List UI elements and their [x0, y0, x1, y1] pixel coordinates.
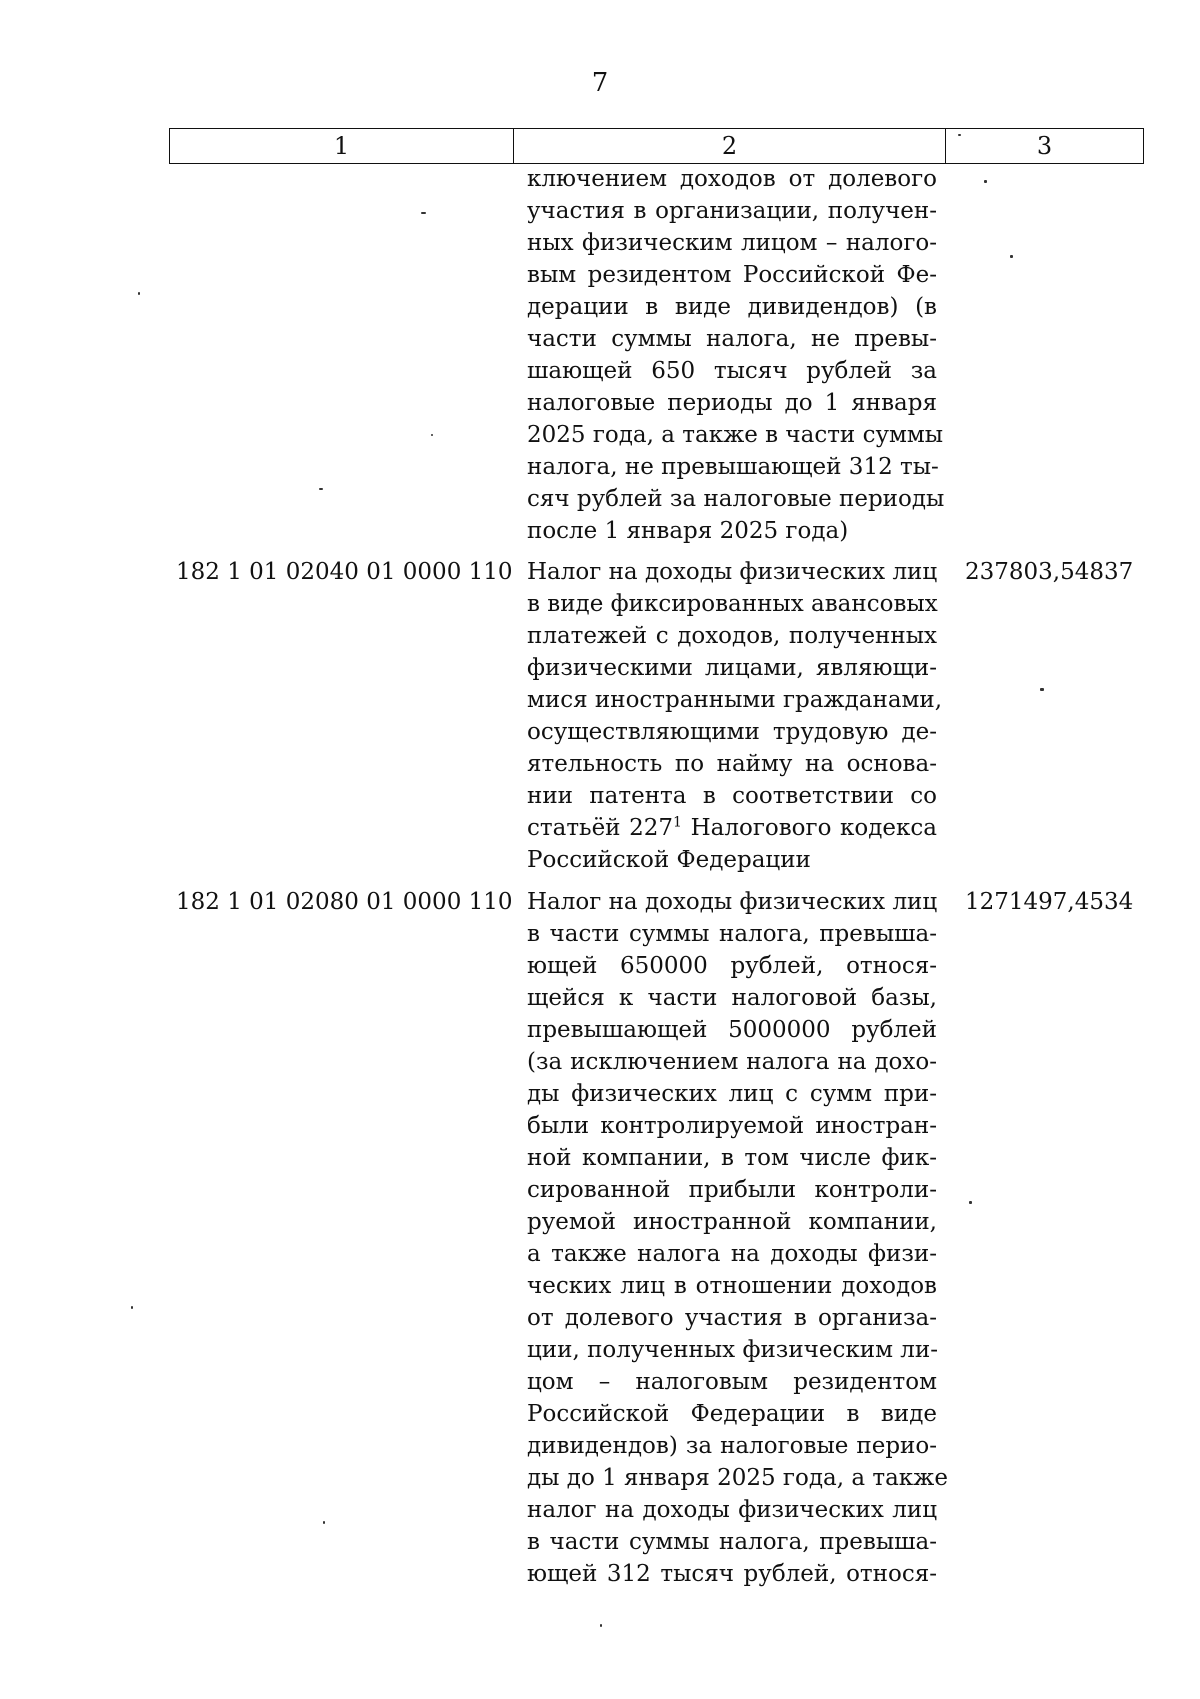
scan-speck	[323, 1521, 325, 1524]
description-line: руемой иностранной компании,	[527, 1209, 937, 1235]
description-line: (за исключением налога на дохо-	[527, 1049, 937, 1075]
continuation-description	[527, 163, 945, 547]
description-line: а также налога на доходы физи-	[527, 1241, 937, 1267]
row-amount: 237803,54837	[965, 559, 1134, 585]
row-code: 182 1 01 02080 01 0000 110	[176, 889, 513, 915]
row-code: 182 1 01 02040 01 0000 110	[176, 559, 513, 585]
description-line: вым резидентом Российской Фе-	[527, 262, 937, 288]
superscript-mark: 1	[673, 814, 682, 831]
description-line: 2025 года, а также в части суммы	[527, 422, 944, 448]
scan-speck	[984, 180, 987, 183]
description-line: сированной прибыли контроли-	[527, 1177, 937, 1203]
table-header-col3: 3	[1036, 132, 1053, 160]
description-line: ды физических лиц с сумм при-	[527, 1081, 937, 1107]
description-line: дерации в виде дивидендов) (в	[527, 294, 937, 320]
description-line: ющей 650000 рублей, относя-	[527, 953, 937, 979]
description-line: в части суммы налога, превыша-	[527, 921, 937, 947]
scan-speck	[969, 1201, 972, 1204]
description-line-with-superscript	[527, 812, 937, 844]
description-line: от долевого участия в организа-	[527, 1305, 937, 1331]
description-line: части суммы налога, не превы-	[527, 326, 937, 352]
row-description	[527, 886, 948, 1590]
description-line: ческих лиц в отношении доходов	[527, 1273, 937, 1299]
scan-speck	[319, 488, 323, 490]
scan-speck	[138, 292, 140, 295]
description-line: ключением доходов от долевого	[527, 166, 937, 192]
line-text-after-sup: Налогового кодекса	[681, 815, 938, 841]
description-line: ятельность по найму на основа-	[527, 751, 937, 777]
description-line: платежей с доходов, полученных	[527, 623, 937, 649]
page-number: 7	[591, 68, 609, 98]
description-line: ды до 1 января 2025 года, а также	[527, 1465, 948, 1491]
line-text-before-sup: статьёй 227	[527, 815, 674, 841]
description-line: сяч рублей за налоговые периоды	[527, 486, 945, 512]
description-line: Налог на доходы физических лиц	[527, 559, 938, 585]
scan-speck	[131, 1306, 133, 1309]
table-header-col1: 1	[170, 129, 514, 163]
scan-speck	[958, 134, 961, 136]
description-line: осуществляющими трудовую де-	[527, 719, 937, 745]
table-header-row	[169, 128, 1144, 164]
scan-speck	[1010, 255, 1013, 258]
description-line: Российской Федерации	[527, 847, 811, 873]
description-line: были контролируемой иностран-	[527, 1113, 937, 1139]
description-line: Российской Федерации в виде	[527, 1401, 937, 1427]
scan-speck	[421, 212, 426, 214]
description-line: после 1 января 2025 года)	[527, 518, 849, 544]
description-line: в части суммы налога, превыша-	[527, 1529, 937, 1555]
description-line: цом – налоговым резидентом	[527, 1369, 937, 1395]
description-line: налога, не превышающей 312 ты-	[527, 454, 939, 480]
row-amount: 1271497,4534	[965, 889, 1134, 915]
description-line: мися иностранными гражданами,	[527, 687, 943, 713]
description-line: шающей 650 тысяч рублей за	[527, 358, 937, 384]
description-line: ных физическим лицом – налого-	[527, 230, 937, 256]
description-line: участия в организации, получен-	[527, 198, 937, 224]
description-line: Налог на доходы физических лиц	[527, 889, 938, 915]
description-line: налог на доходы физических лиц	[527, 1497, 937, 1523]
table-header-col2: 2	[514, 129, 946, 163]
description-line: дивидендов) за налоговые перио-	[527, 1433, 937, 1459]
description-line: щейся к части налоговой базы,	[527, 985, 937, 1011]
description-line: ющей 312 тысяч рублей, относя-	[527, 1561, 937, 1587]
row-description	[527, 556, 943, 876]
description-line: ции, полученных физическим ли-	[527, 1337, 938, 1363]
description-line: превышающей 5000000 рублей	[527, 1017, 937, 1043]
scan-speck	[600, 1624, 602, 1627]
description-line: налоговые периоды до 1 января	[527, 390, 937, 416]
description-line: физическими лицами, являющи-	[527, 655, 937, 681]
description-line: в виде фиксированных авансовых	[527, 591, 938, 617]
scan-speck	[1040, 688, 1044, 691]
description-line: ной компании, в том числе фик-	[527, 1145, 937, 1171]
description-line: нии патента в соответствии со	[527, 783, 937, 809]
scan-speck	[431, 434, 433, 436]
